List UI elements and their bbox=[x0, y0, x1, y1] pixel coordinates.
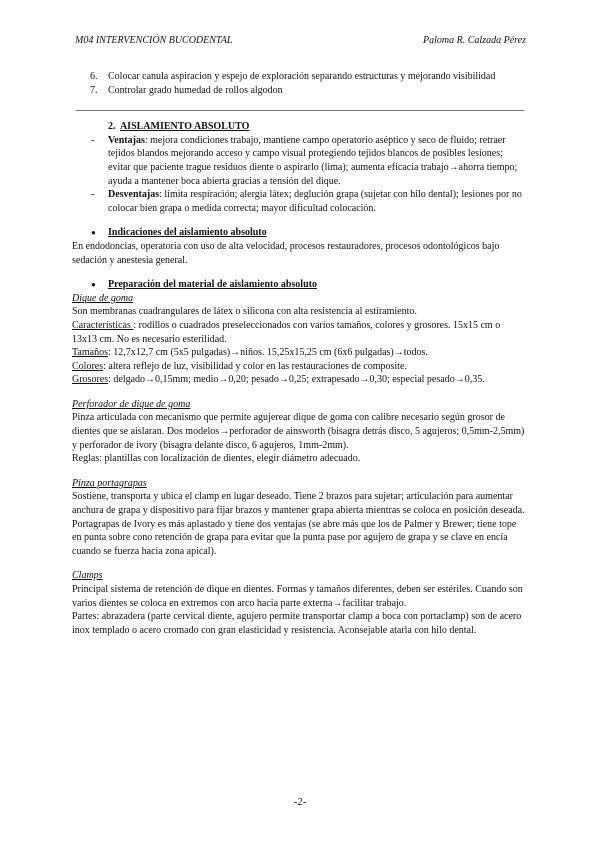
divider bbox=[76, 110, 524, 111]
section-number: 2. bbox=[108, 121, 116, 133]
list-item bbox=[72, 70, 526, 84]
clamps-text: Principal sistema de retención de dique en dientes. Formas y tamaños diferentes, deben ser estériles. Cuando son varios dientes se coloca en extremos con arco hacia parte externa→facilitar trabajo. bbox=[72, 584, 523, 609]
dique-tamanos bbox=[72, 346, 526, 360]
grosores-text: : delgado→0,15mm; medio→0,20; pesado→0,25; extrapesado→0,30; especial pesado→0,35. bbox=[108, 374, 485, 386]
portagrapas-heading: Pinza portagrapas bbox=[72, 477, 147, 489]
preparacion-heading bbox=[72, 278, 526, 292]
colores-text: : altera reflejo de luz, visibilidad y color en las restauraciones de composite. bbox=[103, 360, 407, 372]
indicaciones-text: En endodoncias, operatoria con uso de alta velocidad, procesos restauradores, procesos odontológicos bajo sedación y anestesia general. bbox=[72, 240, 500, 266]
bullet-icon: ● bbox=[91, 228, 96, 238]
dique-intro: Son membranas cuadrangulares de látex o silicona con alta resistencia al estiramiento. bbox=[72, 306, 417, 318]
page-number: -2- bbox=[293, 796, 307, 808]
list-number: 7. bbox=[90, 84, 98, 96]
header-right: Paloma R. Calzada Pérez bbox=[423, 35, 526, 46]
ventajas-item bbox=[72, 134, 526, 188]
tamanos-label: Tamaños bbox=[72, 347, 108, 359]
indicaciones-heading bbox=[72, 226, 526, 240]
bullet-icon: ● bbox=[91, 280, 96, 290]
perforador-text: Pinza articulada con mecanismo que permite agujerear dique de goma con calibre necesario según grosor de dientes que se aislaran. Dos modelos→perforador de ainsworth (bisagra detrás disco, 5 agujeros; 0,5mm-2,5mm) y perforador de ivory (bisagra delante disco, 6 agujeros, 1mm-2mm). bbox=[72, 412, 525, 451]
ventajas-label: Ventajas bbox=[108, 134, 145, 146]
clamps-heading: Clamps bbox=[72, 570, 103, 582]
desventajas-item bbox=[72, 188, 526, 215]
list-text: Controlar grado humedad de rollos algodon bbox=[108, 84, 283, 96]
caracteristicas-label: Características bbox=[72, 319, 134, 331]
header-left: M04 INTERVENCIÓN BUCODENTAL bbox=[75, 35, 233, 46]
colores-label: Colores bbox=[72, 360, 104, 372]
section-title-text: AISLAMIENTO ABSOLUTO bbox=[119, 121, 250, 133]
preparacion-title: Preparación del material de aislamiento absoluto bbox=[108, 279, 317, 291]
tamanos-text: : 12,7x12,7 cm (5x5 pulgadas)→niños. 15,25x15,25 cm (6x6 pulgadas)→todos. bbox=[107, 347, 428, 359]
list-text: Colocar canula aspiracion y espejo de exploración separando estructuras y mejorando visibilidad bbox=[108, 71, 496, 82]
clamps-partes: Partes: abrazadera (parte cervical diente, agujero permite transportar clamp a boca con portaclamp) son de acero inox templado o acero cromado con gran elasticidad y resistencia. Aconsejable atarla con hilo dental. bbox=[72, 611, 522, 636]
ventajas-text: : mejora condiciones trabajo, mantiene campo operatorio aséptico y seco de fluido; retraer tejidos blandos mejorando acceso y campo visual protegiendo tejidos blancos de posibles lesiones; evitar que paciente trague residuos diente o aspirarlo (lima); aumenta eficacia trabajo→ahorra tiempo; ayuda a mantener boca abierta gracias a tensión del dique. bbox=[108, 134, 518, 187]
dique-colores bbox=[72, 360, 526, 374]
portagrapas-text: Sostiene, transporta y ubica el clamp en lugar deseado. Tiene 2 brazos para sujetar; articulación para aumentar anchura de grapa y dispositivo para fijar brazos y mantener grapa abierta mientras se coloca en posición deseada. Portagrapas de Ivory es más aplastado y tiene dos ventajas (se abre más que los de Palmer y Brewer; tiene tope en punta sobre cono retención de grapa para evitar que la punta pase por agujero de grapa y se clave en encía cuando se fuerza hacia zona apical). bbox=[72, 491, 525, 557]
section-title bbox=[72, 120, 526, 134]
dash-bullet: - bbox=[91, 134, 95, 146]
caracteristicas-text: : rodillos o cuadrados preseleccionados con varios tamaños, colores y grosores. 15x15 cm o 13x13 cm. No es necesario esterilidad. bbox=[72, 319, 501, 345]
perforador-heading: Perforador de dique de goma bbox=[72, 398, 191, 410]
list-number: 6. bbox=[90, 71, 98, 82]
desventajas-text: : limita respiración; alergia látex; deglución grapa (sujetar con hilo dental); lesiones por no colocar bien grapa o medida correcta; mayor dificultad colocación. bbox=[108, 189, 522, 214]
perforador-reglas: Reglas: plantillas con localización de dientes, elegir diámetro adecuado. bbox=[72, 453, 361, 465]
desventajas-label: Desventajas bbox=[108, 189, 160, 201]
dique-grosores bbox=[72, 373, 526, 387]
dique-heading: Dique de goma bbox=[72, 292, 134, 304]
grosores-label: Grosores bbox=[72, 374, 109, 386]
page-content bbox=[72, 70, 526, 637]
dash-bullet: - bbox=[91, 189, 95, 201]
indicaciones-title: Indicaciones del aislamiento absoluto bbox=[108, 227, 267, 239]
dique-caracteristicas bbox=[72, 319, 526, 346]
list-item bbox=[72, 84, 526, 98]
